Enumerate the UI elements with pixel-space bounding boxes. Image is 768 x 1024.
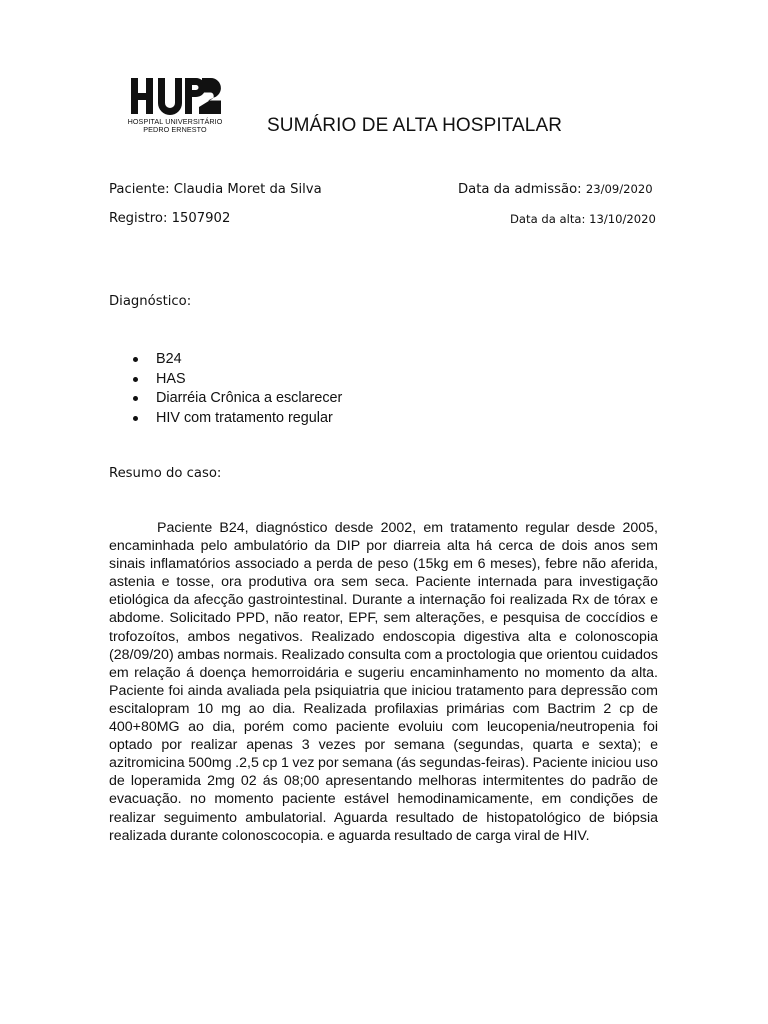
document-title: SUMÁRIO DE ALTA HOSPITALAR — [267, 115, 563, 136]
registry-number: 1507902 — [171, 211, 231, 226]
case-summary-heading: Resumo do caso: — [109, 466, 222, 481]
bullet-icon — [133, 377, 138, 382]
bullet-icon — [133, 357, 138, 362]
registry-line — [109, 211, 230, 226]
patient-name: Claudia Moret da Silva — [173, 182, 322, 197]
bullet-icon — [133, 416, 138, 421]
logo-caption-line2: PEDRO ERNESTO — [143, 125, 207, 135]
list-item — [110, 370, 342, 390]
patient-name-label: Paciente: — [109, 182, 170, 197]
discharge-date-line — [510, 212, 656, 226]
patient-name-line — [109, 182, 322, 197]
discharge-date: 13/10/2020 — [589, 212, 656, 226]
diagnosis-list — [110, 350, 342, 428]
logo-caption-line1: HOSPITAL UNIVERSITÁRIO — [127, 117, 223, 126]
diagnosis-item-text: HAS — [156, 370, 186, 387]
bullet-icon — [133, 396, 138, 401]
logo-caption — [122, 118, 228, 135]
admission-date-label: Data da admissão: — [458, 182, 582, 197]
admission-date-line — [458, 182, 653, 197]
list-item — [110, 350, 342, 370]
hospital-logo — [122, 74, 228, 140]
registry-label: Registro: — [109, 211, 168, 226]
diagnosis-item-text: Diarréia Crônica a esclarecer — [156, 390, 343, 406]
diagnosis-item-text: B24 — [156, 351, 182, 367]
discharge-date-label: Data da alta: — [510, 212, 586, 226]
diagnosis-heading: Diagnóstico: — [109, 294, 192, 309]
list-item — [110, 409, 342, 429]
hupe-logo-mark — [122, 74, 228, 116]
diagnosis-item-text: HIV com tratamento regular — [156, 409, 333, 426]
case-summary-paragraph: Paciente B24, diagnóstico desde 2002, em tratamento regular desde 2005, encaminhada pelo ambulatório da DIP por diarreia alta há cerca de dois anos sem sinais inflamatórios associado a perda de peso (15kg em 6 meses), febre não aferida, astenia e tosse, ora produtiva ora sem seca. Paciente internada para investigação etiológica da afecção gastrointestinal. Durante a internação foi realizada Rx de tórax e abdome. Solicitado PPD, não reator, EPF, sem alterações, e pesquisa de coccídios e trofozoítos, ambos negativos. Realizado endoscopia digestiva alta e colonoscopia (28/09/20) ambas normais. Realizado consulta com a proctologia que orientou cuidados em relação á doença hemorroidária e sugeriu encaminhamento no momento da alta. Paciente foi ainda avaliada pela psiquiatria que iniciou tratamento para depressão com escitalopram 10 mg ao dia. Realizada profilaxias primárias com Bactrim 2 cp de 400+80MG ao dia, porém como paciente evoluiu com leucopenia/neutropenia foi optado por realizar apenas 3 vezes por semana (segundas, quarta e sexta); e azitromicina 500mg .2,5 cp 1 vez por semana (ás segundas-feiras). Paciente iniciou uso de loperamida 2mg 02 ás 08;00 apresentando melhoras intermitentes do padrão de evacuação. no momento paciente estável hemodinamicamente, em condições de realizar seguimento ambulatorial. Aguarda resultado de histopatológico de biópsia realizada durante colonoscocopia. e aguarda resultado de carga viral de HIV. — [109, 520, 658, 844]
list-item — [110, 389, 342, 409]
admission-date: 23/09/2020 — [585, 182, 653, 196]
